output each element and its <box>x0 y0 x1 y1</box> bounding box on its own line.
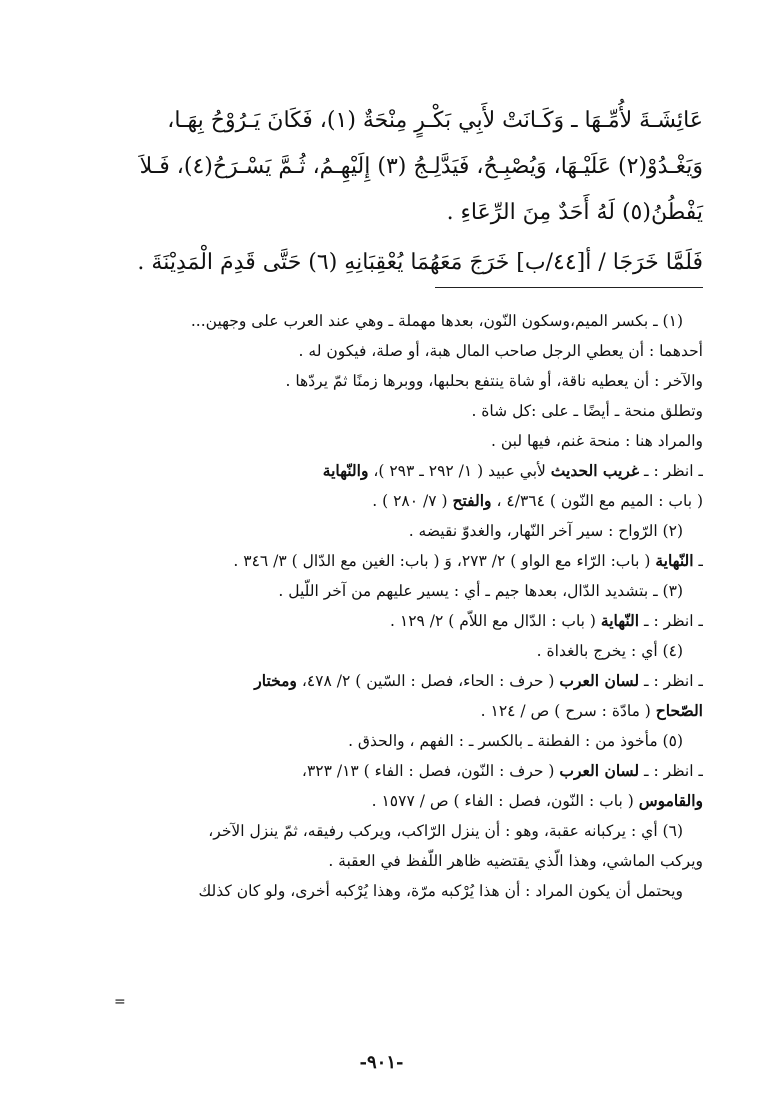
footnote-line: (٢) الرّواح : سير آخر النّهار، والغدوّ نقيضه . <box>408 522 683 540</box>
footnote-text: ـ انظر : ـ <box>639 612 703 630</box>
footnote-separator <box>435 287 703 288</box>
footnote-line: ويحتمل أن يكون المراد : أن هذا يُرْكبه مرّة، وهذا يُرْكبه أخرى، ولو كان كذلك <box>198 882 683 900</box>
main-text <box>100 98 703 286</box>
footnote-line: والمراد هنا : منحة غنم، فيها لبن . <box>491 432 703 450</box>
footnote-line: (٥) مأخوذ من : الفطنة ـ بالكسر ـ : الفهم ، والحذق . <box>348 732 683 750</box>
footnote-line <box>100 786 703 816</box>
main-text-line-1: عَائِشَـةَ لأُمِّـهَا ـ وَكَـانَتْ لأَبِي بَكْـرٍ مِنْحَةٌ (١)، فَكَانَ يَـرُوْحُ بِهَـا، <box>167 108 703 133</box>
footnote-line <box>100 756 703 786</box>
footnote-line <box>100 696 703 726</box>
footnote-text: ـ انظر : ـ <box>639 462 703 480</box>
page-number: -٩٠١- <box>359 1052 404 1073</box>
footnote-line <box>100 486 703 516</box>
footnote-text: لأبي عبيد ( ١/ ٢٩٢ ـ ٢٩٣ )، <box>368 462 551 480</box>
main-text-line-3: يَفْطُنُ(٥) لَهُ أَحَدٌ مِنَ الرِّعَاءِ . <box>446 200 703 225</box>
source-title: لسان العرب <box>559 671 640 690</box>
footnote-text: ( حرف : الحاء، فصل : السّين ) ٢/ ٤٧٨، <box>296 672 560 690</box>
footnote-line: (٣) ـ بتشديد الدّال، بعدها جيم ـ أي : يسير عليهم من آخر اللّيل . <box>278 582 683 600</box>
footnote-text: ( حرف : النّون، فصل : الفاء ) ١٣/ ٣٢٣، <box>301 762 560 780</box>
footnote-text: ( باب : النّون، فصل : الفاء ) ص / ١٥٧٧ . <box>371 792 639 810</box>
footnote-line <box>100 546 703 576</box>
footnote-line: (٦) أي : يركبانه عقبة، وهو : أن ينزل الرّاكب، ويركب رفيقه، ثمّ ينزل الآخر، <box>208 822 683 840</box>
footnote-text: ( ٧/ ٢٨٠ ) . <box>372 492 453 510</box>
main-text-line-2: وَيَغْـدُوْ(٢) عَلَيْـهَا، وَيُصْبِـحُ، فَيَدَّلِـجُ (٣) إِلَيْهِـمُ، ثُـمَّ يَسْـرَحُ(٤)، فَـلاَ <box>139 154 703 179</box>
footnote-line <box>100 456 703 486</box>
source-title: والقاموس <box>638 791 703 810</box>
footnote-text: ـ انظر : ـ <box>639 762 703 780</box>
footnote-line <box>100 666 703 696</box>
footnote-text: ( باب : الدّال مع اللاّم ) ٢/ ١٢٩ . <box>390 612 601 630</box>
source-title: والفتح <box>452 491 492 510</box>
footnote-text: ( باب : الميم مع النّون ) ٤/٣٦٤ ، <box>491 492 703 510</box>
continuation-sign: = <box>114 994 126 1010</box>
footnote-line: أحدهما : أن يعطي الرجل صاحب المال هبة، أو صلة، فيكون له . <box>298 342 703 360</box>
footnote-line: ويركب الماشي، وهذا الّذي يقتضيه ظاهر اللّفظ في العقبة . <box>328 852 703 870</box>
footnote-text: ( مادّة : سرح ) ص / ١٢٤ . <box>480 702 656 720</box>
source-title: النّهاية <box>655 551 694 570</box>
source-title: غريب الحديث <box>550 461 640 480</box>
source-title: لسان العرب <box>559 761 640 780</box>
main-text-line-4: فَلَمَّا خَرَجَا / أ[٤٤/ب] خَرَجَ مَعَهُمَا يُعْقِبَانِهِ (٦) حَتَّى قَدِمَ الْمَدِيْنَةَ . <box>137 250 703 275</box>
footnote-text: ( باب: الرّاء مع الواو ) ٢/ ٢٧٣، وَ ( باب: الغين مع الدّال ) ٣/ ٣٤٦ . <box>233 552 656 570</box>
footnote-text: ـ <box>693 552 703 570</box>
source-title: الصّحاح <box>655 701 703 720</box>
source-title: ومختار <box>254 671 297 690</box>
footnote-text: ـ انظر : ـ <box>639 672 703 690</box>
footnote-line: (١) ـ بكسر الميم،وسكون النّون، بعدها مهملة ـ وهي عند العرب على وجهين... <box>190 312 683 330</box>
footnote-line: والآخر : أن يعطيه ناقة، أو شاة ينتفع بحلبها، ووبرها زمنًا ثمّ يردّها . <box>285 372 703 390</box>
footnote-line: وتطلق منحة ـ أيضًا ـ على :كل شاة . <box>471 402 703 420</box>
footnote-line <box>100 606 703 636</box>
footnote-line: (٤) أي : يخرج بالغداة . <box>536 642 683 660</box>
source-title: النّهاية <box>600 611 640 630</box>
source-title: والنّهاية <box>322 461 369 480</box>
footnotes <box>100 306 703 906</box>
